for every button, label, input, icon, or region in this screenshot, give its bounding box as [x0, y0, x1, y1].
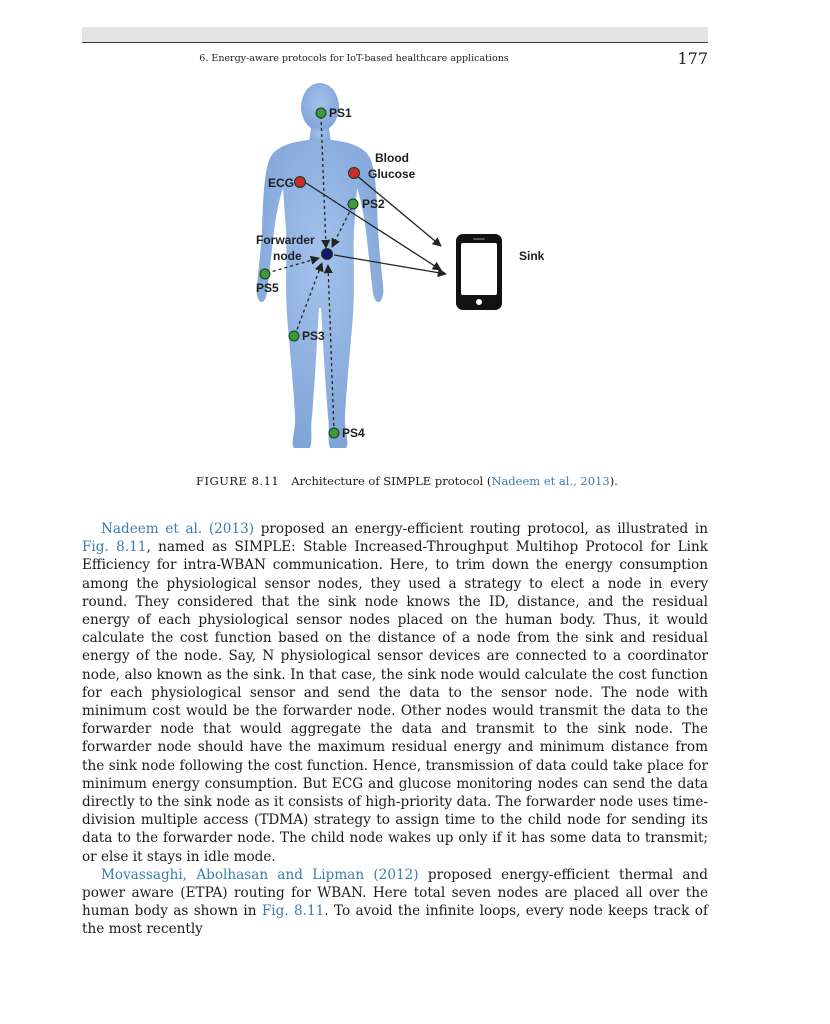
glucose-label: Glucose: [368, 167, 416, 181]
ps5-node: [260, 269, 270, 279]
top-gray-band: [82, 27, 708, 42]
ps1-label: PS1: [329, 106, 352, 120]
ps2-node: [348, 199, 358, 209]
smartphone-sink: [456, 234, 502, 310]
caption-citation-link[interactable]: Nadeem et al., 2013: [491, 474, 610, 488]
ps4-label: PS4: [342, 426, 365, 440]
ps2-label: PS2: [362, 197, 385, 211]
running-title: 6. Energy-aware protocols for IoT-based healthcare applications: [199, 53, 509, 64]
body-text: [82, 520, 708, 939]
node-label: node: [273, 249, 302, 263]
phone-speaker: [473, 238, 485, 240]
ps3-node: [289, 331, 299, 341]
page-number: 177: [677, 49, 708, 68]
forwarder-node: [322, 249, 333, 260]
caption-end: ).: [609, 474, 618, 488]
ecg-label: ECG: [268, 176, 295, 190]
figure-caption: [196, 474, 716, 488]
phone-home-button: [476, 299, 482, 305]
sink-label: Sink: [519, 249, 545, 263]
figure-reference-link[interactable]: Fig. 8.11: [82, 539, 147, 556]
ps1-node: [316, 108, 326, 118]
figure-8-11: [230, 80, 610, 460]
phone-screen: [461, 243, 497, 295]
simple-protocol-diagram: [230, 80, 610, 460]
forwarder-label: Forwarder: [256, 233, 315, 247]
caption-text: Architecture of SIMPLE protocol (: [291, 474, 492, 488]
ecg-node: [295, 177, 306, 188]
ps3-label: PS3: [302, 329, 325, 343]
paragraph-1: Nadeem et al. (2013) proposed an energy-efficient routing protocol, as illustrated in Fig. 8.11, named as SIMPLE: Stable Increased-Throughput Multihop Protocol for Link Efficiency for intra-WBAN communication. Here, to trim down the energy consumption among the physiological sensor nodes, they used a strategy to elect a node in every round. They considered that the sink node knows the ID, distance, and the residual energy of each physiological sensor nodes placed on the human body. Thus, it would calculate the cost function based on the distance of a node from the sink and residual energy of the node. Say, N physiological sensor devices are connected to a coordinator node, also known as the sink. In that case, the sink node would calculate the cost function for each physiological sensor and send the data to the sensor node. The node with minimum cost would be the forwarder node. Other nodes would transmit the data to the forwarder node that would aggregate the data and transmit to the sink node. The forwarder node should have the maximum residual energy and minimum distance from the sink node following the cost function. Hence, transmission of data could take place for minimum energy consumption. But ECG and glucose monitoring nodes can send the data directly to the sink node as it consists of high-priority data. The forwarder node uses time-division multiple access (TDMA) strategy to assign time to the child node for sending its data to the forwarder node. The child node wakes up only if it has some data to transmit; or else it stays in idle mode.: [82, 521, 708, 865]
human-body-silhouette: [257, 83, 384, 448]
header-rule: [82, 42, 708, 43]
figure-reference-link[interactable]: Fig. 8.11: [261, 903, 325, 920]
blood-glucose-node: [349, 168, 360, 179]
citation-movassaghi-2012[interactable]: Movassaghi, Abolhasan and Lipman (2012): [101, 866, 419, 883]
ps5-label: PS5: [256, 281, 279, 295]
ps4-node: [329, 428, 339, 438]
figure-number: FIGURE 8.11: [196, 474, 280, 488]
citation-nadeem-2013[interactable]: Nadeem et al. (2013): [101, 521, 255, 537]
blood-label: Blood: [375, 151, 409, 165]
paragraph-2: Movassaghi, Abolhasan and Lipman (2012) proposed energy-efficient thermal and power aware (ETPA) routing for WBAN. Here total seven nodes are placed all over the human body as shown in Fig. 8.11. To avoid the infinite loops, every node keeps track of the most recently: [82, 866, 708, 938]
